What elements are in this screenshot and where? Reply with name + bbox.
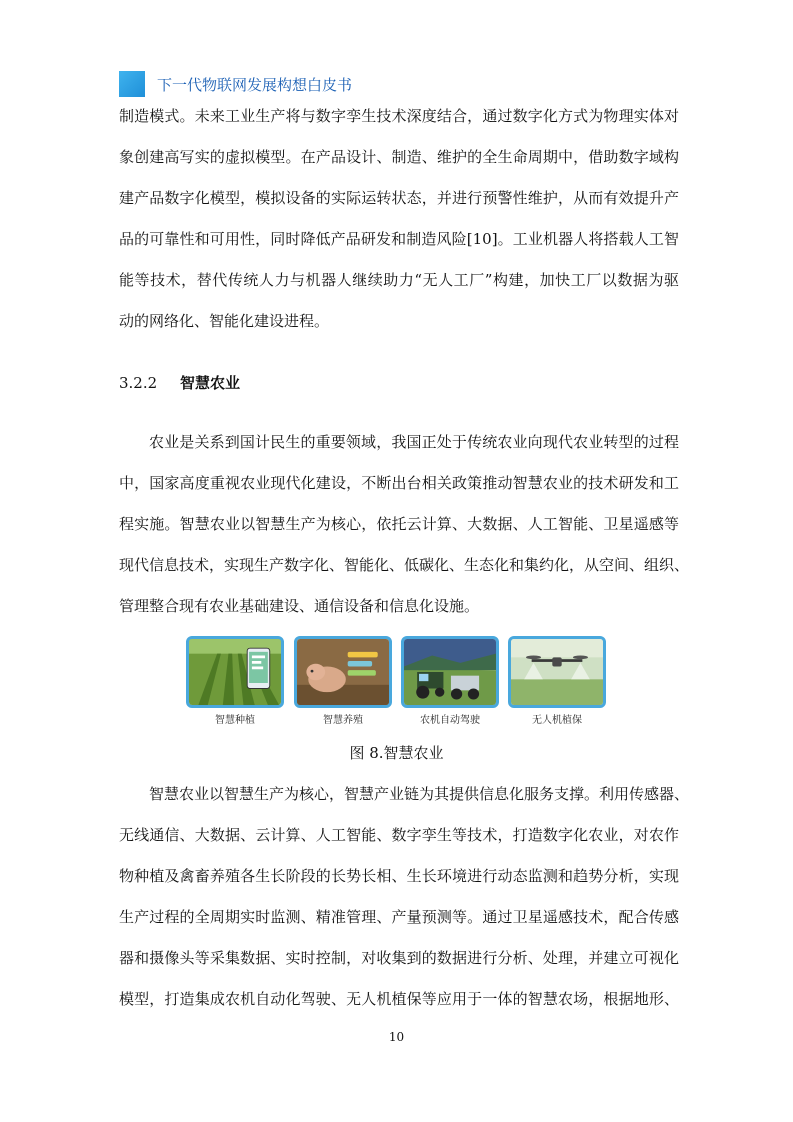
drone-protection-image — [508, 636, 606, 708]
text-line: 建产品数字化模型，模拟设备的实际运转状态，并进行预警性维护，从而有效提升产 — [119, 189, 679, 207]
text-line: 模型，打造集成农机自动化驾驶、无人机植保等应用于一体的智慧农场，根据地形、 — [119, 990, 679, 1008]
autonomous-machinery-image — [401, 636, 499, 708]
tile-label: 智慧养殖 — [323, 715, 363, 726]
smart-breeding-image — [294, 636, 392, 708]
page-header — [119, 70, 352, 98]
paragraph-3 — [119, 774, 690, 1020]
text-line: 制造模式。未来工业生产将与数字孪生技术深度结合，通过数字化方式为物理实体对 — [119, 107, 679, 125]
header-title: 下一代物联网发展构想白皮书 — [157, 75, 353, 94]
text-line: 智慧农业以智慧生产为核心，智慧产业链为其提供信息化服务支撑。利用传感器、 — [149, 785, 690, 803]
paragraph-2 — [119, 422, 690, 627]
text-line: 管理整合现有农业基础建设、通信设备和信息化设施。 — [119, 597, 480, 615]
smart-planting-image — [186, 636, 284, 708]
tile-label: 智慧种植 — [215, 715, 255, 726]
text-line: 中，国家高度重视农业现代化建设，不断出台相关政策推动智慧农业的技术研发和工 — [119, 474, 679, 492]
tile-label: 无人机植保 — [532, 715, 582, 726]
tile-label: 农机自动驾驶 — [420, 715, 480, 726]
paragraph-1 — [119, 96, 679, 342]
figure-smart-agriculture — [186, 636, 608, 726]
header-logo-square — [119, 71, 145, 97]
text-line: 动的网络化、智能化建设进程。 — [119, 312, 330, 330]
section-heading — [119, 370, 240, 396]
text-line: 物种植及禽畜养殖各生长阶段的长势长相、生长环境进行动态监测和趋势分析，实现 — [119, 867, 679, 885]
text-line: 象创建高写实的虚拟模型。在产品设计、制造、维护的全生命周期中，借助数字域构 — [119, 148, 679, 166]
page-number: 10 — [388, 1030, 405, 1044]
text-line: 器和摄像头等采集数据、实时控制，对收集到的数据进行分析、处理，并建立可视化 — [119, 949, 679, 967]
text-line: 程实施。智慧农业以智慧生产为核心，依托云计算、大数据、人工智能、卫星遥感等 — [119, 515, 679, 533]
section-title: 智慧农业 — [179, 374, 240, 392]
text-line: 能等技术，替代传统人力与机器人继续助力“无人工厂”构建，加快工厂以数据为驱 — [119, 271, 679, 289]
text-line: 品的可靠性和可用性，同时降低产品研发和制造风险[10]。工业机器人将搭载人工智 — [119, 230, 679, 248]
text-line: 无线通信、大数据、云计算、人工智能、数字孪生等技术，打造数字化农业，对农作 — [119, 826, 679, 844]
text-line: 现代信息技术，实现生产数字化、智能化、低碳化、生态化和集约化，从空间、组织、 — [119, 556, 690, 574]
section-number: 3.2.2 — [119, 374, 158, 392]
text-line: 生产过程的全周期实时监测、精准管理、产量预测等。通过卫星遥感技术，配合传感 — [119, 908, 679, 926]
text-line: 农业是关系到国计民生的重要领域，我国正处于传统农业向现代农业转型的过程 — [149, 433, 679, 451]
figure-caption: 图 8.智慧农业 — [349, 744, 444, 762]
